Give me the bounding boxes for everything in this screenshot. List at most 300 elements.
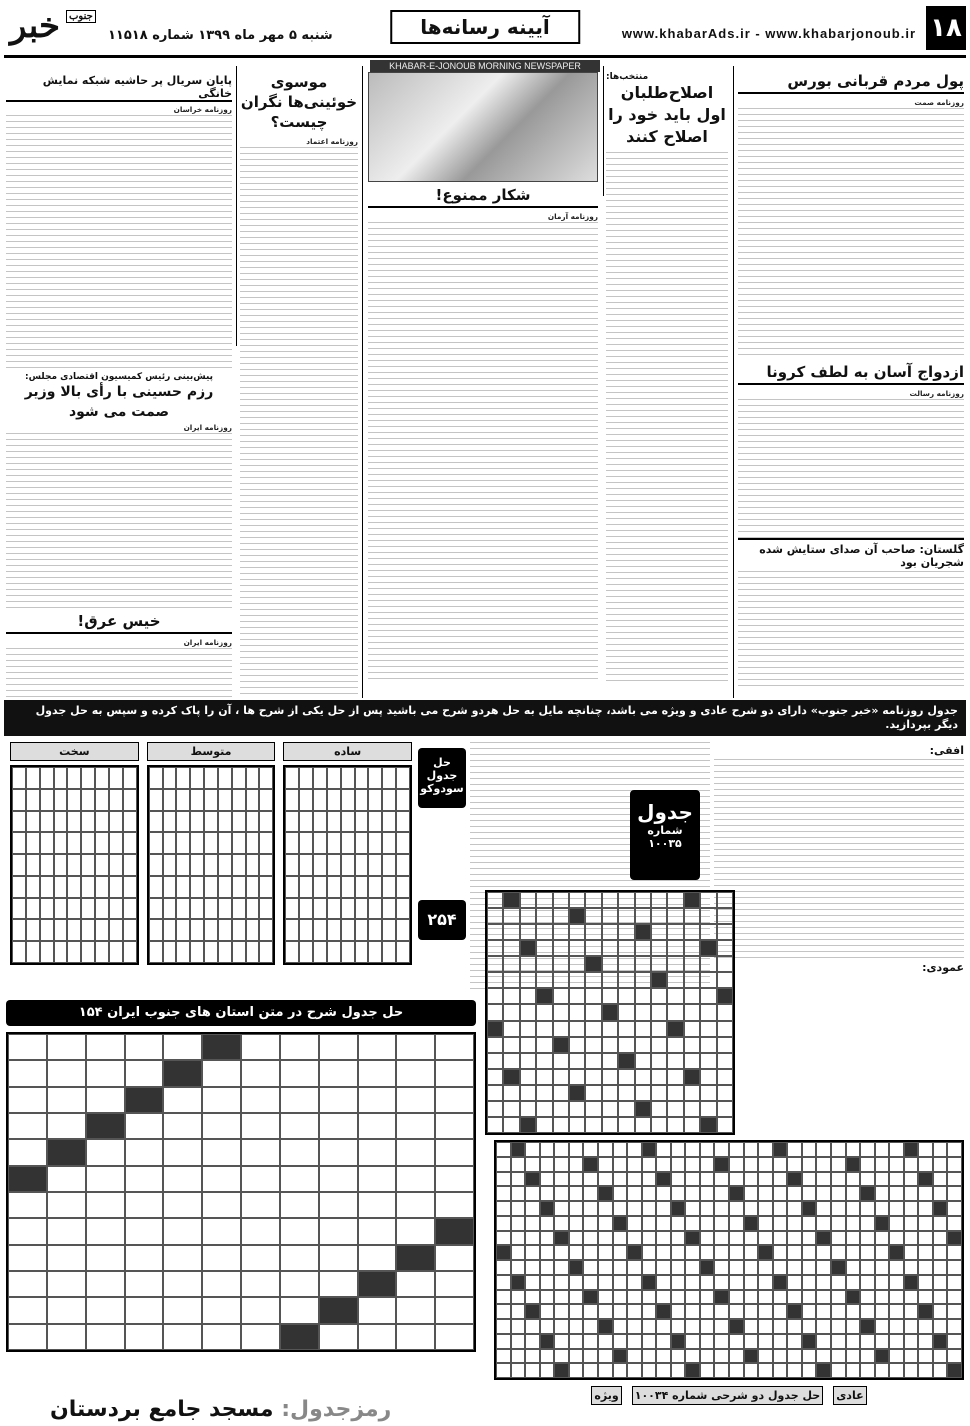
sudoku-cell[interactable] (26, 919, 40, 941)
sudoku-cell[interactable] (232, 767, 246, 789)
grid-cell[interactable] (635, 940, 651, 956)
sudoku-cell[interactable] (123, 898, 137, 920)
sudoku-cell[interactable] (327, 767, 341, 789)
grid-cell[interactable] (585, 1004, 601, 1020)
grid-cell[interactable] (536, 956, 552, 972)
sudoku-cell[interactable] (204, 919, 218, 941)
sudoku-cell[interactable] (109, 854, 123, 876)
grid-cell[interactable] (667, 924, 683, 940)
sudoku-cell[interactable] (109, 898, 123, 920)
sudoku-cell[interactable] (285, 854, 299, 876)
sudoku-cell[interactable] (259, 811, 273, 833)
sudoku-cell[interactable] (382, 854, 396, 876)
sudoku-cell[interactable] (396, 898, 410, 920)
sudoku-cell[interactable] (190, 919, 204, 941)
grid-cell[interactable] (700, 972, 716, 988)
grid-cell[interactable] (717, 924, 733, 940)
sudoku-cell[interactable] (95, 876, 109, 898)
sudoku-cell[interactable] (259, 876, 273, 898)
grid-cell[interactable] (717, 1101, 733, 1117)
sudoku-cell[interactable] (341, 854, 355, 876)
sudoku-cell[interactable] (232, 854, 246, 876)
sudoku-cell[interactable] (163, 919, 177, 941)
sudoku-cell[interactable] (218, 919, 232, 941)
grid-cell[interactable] (684, 1101, 700, 1117)
grid-cell[interactable] (602, 1037, 618, 1053)
sudoku-cell[interactable] (299, 876, 313, 898)
sudoku-cell[interactable] (123, 811, 137, 833)
sudoku-cell[interactable] (109, 832, 123, 854)
grid-cell[interactable] (717, 1069, 733, 1085)
sudoku-cell[interactable] (190, 941, 204, 963)
sudoku-cell[interactable] (109, 941, 123, 963)
sudoku-cell[interactable] (355, 789, 369, 811)
sudoku-cell[interactable] (149, 811, 163, 833)
grid-cell[interactable] (553, 972, 569, 988)
grid-cell[interactable] (651, 1117, 667, 1133)
sudoku-cell[interactable] (246, 789, 260, 811)
grid-cell[interactable] (651, 1101, 667, 1117)
sudoku-cell[interactable] (81, 811, 95, 833)
sudoku-cell[interactable] (40, 898, 54, 920)
grid-cell[interactable] (553, 908, 569, 924)
grid-cell[interactable] (553, 956, 569, 972)
grid-cell[interactable] (635, 908, 651, 924)
sudoku-cell[interactable] (12, 898, 26, 920)
grid-cell[interactable] (700, 1021, 716, 1037)
sudoku-cell[interactable] (285, 832, 299, 854)
crossword-grid[interactable] (485, 890, 735, 1135)
grid-cell[interactable] (503, 924, 519, 940)
grid-cell[interactable] (717, 940, 733, 956)
sudoku-cell[interactable] (285, 941, 299, 963)
grid-cell[interactable] (618, 972, 634, 988)
grid-cell[interactable] (602, 1053, 618, 1069)
grid-cell[interactable] (635, 1037, 651, 1053)
grid-cell[interactable] (651, 1037, 667, 1053)
sudoku-cell[interactable] (299, 854, 313, 876)
sudoku-cell[interactable] (176, 854, 190, 876)
grid-cell[interactable] (553, 1037, 569, 1053)
sudoku-cell[interactable] (176, 941, 190, 963)
grid-cell[interactable] (667, 1021, 683, 1037)
sudoku-cell[interactable] (259, 898, 273, 920)
grid-cell[interactable] (667, 1037, 683, 1053)
sudoku-cell[interactable] (67, 876, 81, 898)
sudoku-cell[interactable] (396, 941, 410, 963)
sudoku-cell[interactable] (109, 919, 123, 941)
grid-cell[interactable] (700, 956, 716, 972)
grid-cell[interactable] (667, 988, 683, 1004)
sudoku-cell[interactable] (382, 941, 396, 963)
sudoku-cell[interactable] (54, 898, 68, 920)
grid-cell[interactable] (503, 1004, 519, 1020)
grid-cell[interactable] (651, 1069, 667, 1085)
grid-cell[interactable] (585, 892, 601, 908)
grid-cell[interactable] (520, 1004, 536, 1020)
sudoku-cell[interactable] (246, 832, 260, 854)
sudoku-cell[interactable] (341, 811, 355, 833)
grid-cell[interactable] (618, 1085, 634, 1101)
grid-cell[interactable] (503, 1021, 519, 1037)
grid-cell[interactable] (651, 972, 667, 988)
sudoku-cell[interactable] (176, 876, 190, 898)
grid-cell[interactable] (487, 1069, 503, 1085)
sudoku-cell[interactable] (54, 789, 68, 811)
grid-cell[interactable] (635, 1085, 651, 1101)
sudoku-cell[interactable] (232, 811, 246, 833)
grid-cell[interactable] (651, 908, 667, 924)
grid-cell[interactable] (618, 892, 634, 908)
grid-cell[interactable] (536, 1021, 552, 1037)
grid-cell[interactable] (700, 940, 716, 956)
grid-cell[interactable] (503, 1053, 519, 1069)
grid-cell[interactable] (569, 1037, 585, 1053)
sudoku-cell[interactable] (40, 832, 54, 854)
sudoku-cell[interactable] (67, 898, 81, 920)
grid-cell[interactable] (700, 1053, 716, 1069)
grid-cell[interactable] (585, 908, 601, 924)
sudoku-cell[interactable] (341, 919, 355, 941)
sudoku-cell[interactable] (163, 767, 177, 789)
grid-cell[interactable] (667, 1004, 683, 1020)
grid-cell[interactable] (618, 1021, 634, 1037)
grid-cell[interactable] (569, 908, 585, 924)
grid-cell[interactable] (635, 1101, 651, 1117)
sudoku-cell[interactable] (176, 789, 190, 811)
grid-cell[interactable] (520, 988, 536, 1004)
sudoku-cell[interactable] (149, 832, 163, 854)
grid-cell[interactable] (520, 1069, 536, 1085)
sudoku-cell[interactable] (204, 876, 218, 898)
grid-cell[interactable] (585, 1037, 601, 1053)
grid-cell[interactable] (618, 940, 634, 956)
grid-cell[interactable] (569, 1069, 585, 1085)
grid-cell[interactable] (618, 1053, 634, 1069)
grid-cell[interactable] (569, 924, 585, 940)
grid-cell[interactable] (585, 1085, 601, 1101)
grid-cell[interactable] (602, 956, 618, 972)
sudoku-cell[interactable] (149, 876, 163, 898)
sudoku-cell[interactable] (54, 811, 68, 833)
grid-cell[interactable] (569, 972, 585, 988)
sudoku-cell[interactable] (54, 876, 68, 898)
sudoku-cell[interactable] (355, 919, 369, 941)
grid-cell[interactable] (602, 1117, 618, 1133)
grid-cell[interactable] (602, 924, 618, 940)
sudoku-cell[interactable] (382, 767, 396, 789)
grid-cell[interactable] (618, 1037, 634, 1053)
website-urls[interactable]: www.khabarAds.ir - www.khabarjonoub.ir (621, 26, 916, 41)
grid-cell[interactable] (520, 908, 536, 924)
sudoku-cell[interactable] (81, 898, 95, 920)
sudoku-cell[interactable] (382, 811, 396, 833)
grid-cell[interactable] (700, 1004, 716, 1020)
grid-cell[interactable] (553, 1053, 569, 1069)
sudoku-cell[interactable] (81, 854, 95, 876)
grid-cell[interactable] (503, 1101, 519, 1117)
grid-cell[interactable] (602, 972, 618, 988)
sudoku-cell[interactable] (218, 811, 232, 833)
grid-cell[interactable] (536, 924, 552, 940)
sudoku-cell[interactable] (204, 832, 218, 854)
sudoku-cell[interactable] (313, 898, 327, 920)
sudoku-cell[interactable] (40, 854, 54, 876)
grid-cell[interactable] (553, 1021, 569, 1037)
sudoku-cell[interactable] (163, 854, 177, 876)
sudoku-cell[interactable] (355, 832, 369, 854)
sudoku-cell[interactable] (368, 898, 382, 920)
grid-cell[interactable] (520, 892, 536, 908)
grid-cell[interactable] (602, 940, 618, 956)
grid-cell[interactable] (602, 1085, 618, 1101)
sudoku-cell[interactable] (396, 854, 410, 876)
sudoku-cell[interactable] (396, 832, 410, 854)
grid-cell[interactable] (717, 908, 733, 924)
grid-cell[interactable] (717, 1021, 733, 1037)
grid-cell[interactable] (635, 924, 651, 940)
sudoku-cell[interactable] (176, 832, 190, 854)
sudoku-cell[interactable] (54, 767, 68, 789)
grid-cell[interactable] (651, 1053, 667, 1069)
grid-cell[interactable] (503, 1117, 519, 1133)
grid-cell[interactable] (520, 1053, 536, 1069)
sudoku-cell[interactable] (355, 767, 369, 789)
grid-cell[interactable] (487, 892, 503, 908)
sudoku-cell[interactable] (190, 876, 204, 898)
sudoku-cell[interactable] (123, 876, 137, 898)
sudoku-cell[interactable] (218, 876, 232, 898)
sudoku-cell[interactable] (218, 789, 232, 811)
grid-cell[interactable] (536, 1037, 552, 1053)
sudoku-cell[interactable] (54, 941, 68, 963)
sudoku-cell[interactable] (299, 789, 313, 811)
grid-cell[interactable] (700, 1069, 716, 1085)
sudoku-cell[interactable] (299, 767, 313, 789)
grid-cell[interactable] (553, 988, 569, 1004)
grid-cell[interactable] (520, 924, 536, 940)
grid-cell[interactable] (520, 1101, 536, 1117)
grid-cell[interactable] (618, 908, 634, 924)
grid-cell[interactable] (503, 940, 519, 956)
grid-cell[interactable] (536, 1069, 552, 1085)
grid-cell[interactable] (667, 892, 683, 908)
grid-cell[interactable] (569, 940, 585, 956)
sudoku-cell[interactable] (368, 767, 382, 789)
sudoku-cell[interactable] (26, 854, 40, 876)
grid-cell[interactable] (651, 1085, 667, 1101)
sudoku-cell[interactable] (190, 789, 204, 811)
sudoku-cell[interactable] (355, 941, 369, 963)
grid-cell[interactable] (651, 1004, 667, 1020)
grid-cell[interactable] (700, 892, 716, 908)
sudoku-cell[interactable] (163, 941, 177, 963)
sudoku-cell[interactable] (327, 941, 341, 963)
grid-cell[interactable] (651, 956, 667, 972)
grid-cell[interactable] (684, 1021, 700, 1037)
sudoku-cell[interactable] (67, 832, 81, 854)
grid-cell[interactable] (602, 1069, 618, 1085)
grid-cell[interactable] (618, 988, 634, 1004)
grid-cell[interactable] (487, 1021, 503, 1037)
grid-cell[interactable] (667, 1101, 683, 1117)
grid-cell[interactable] (618, 956, 634, 972)
sudoku-cell[interactable] (123, 767, 137, 789)
grid-cell[interactable] (536, 988, 552, 1004)
sudoku-cell[interactable] (149, 919, 163, 941)
grid-cell[interactable] (684, 1037, 700, 1053)
sudoku-cell[interactable] (12, 919, 26, 941)
sudoku-cell[interactable] (40, 919, 54, 941)
grid-cell[interactable] (585, 988, 601, 1004)
grid-cell[interactable] (585, 1117, 601, 1133)
sudoku-cell[interactable] (355, 811, 369, 833)
sudoku-cell[interactable] (341, 789, 355, 811)
grid-cell[interactable] (569, 956, 585, 972)
sudoku-cell[interactable] (382, 789, 396, 811)
sudoku-cell[interactable] (204, 854, 218, 876)
grid-cell[interactable] (536, 1117, 552, 1133)
sudoku-cell[interactable] (313, 767, 327, 789)
sudoku-cell[interactable] (67, 767, 81, 789)
sudoku-cell[interactable] (341, 876, 355, 898)
sudoku-cell[interactable] (149, 767, 163, 789)
sudoku-cell[interactable] (40, 789, 54, 811)
sudoku-cell[interactable] (12, 811, 26, 833)
grid-cell[interactable] (553, 1117, 569, 1133)
grid-cell[interactable] (684, 924, 700, 940)
grid-cell[interactable] (635, 1004, 651, 1020)
grid-cell[interactable] (635, 892, 651, 908)
grid-cell[interactable] (717, 1053, 733, 1069)
grid-cell[interactable] (487, 924, 503, 940)
grid-cell[interactable] (569, 892, 585, 908)
grid-cell[interactable] (700, 1101, 716, 1117)
sudoku-cell[interactable] (299, 811, 313, 833)
grid-cell[interactable] (585, 956, 601, 972)
grid-cell[interactable] (487, 1053, 503, 1069)
grid-cell[interactable] (635, 1053, 651, 1069)
grid-cell[interactable] (667, 908, 683, 924)
sudoku-cell[interactable] (190, 898, 204, 920)
grid-cell[interactable] (684, 972, 700, 988)
grid-cell[interactable] (717, 892, 733, 908)
grid-cell[interactable] (602, 1004, 618, 1020)
sudoku-cell[interactable] (246, 767, 260, 789)
sudoku-cell[interactable] (218, 898, 232, 920)
sudoku-cell[interactable] (299, 832, 313, 854)
sudoku-cell[interactable] (54, 832, 68, 854)
sudoku-cell[interactable] (285, 767, 299, 789)
grid-cell[interactable] (700, 1037, 716, 1053)
grid-cell[interactable] (602, 1021, 618, 1037)
grid-cell[interactable] (717, 972, 733, 988)
grid-cell[interactable] (536, 1101, 552, 1117)
grid-cell[interactable] (618, 1069, 634, 1085)
sudoku-cell[interactable] (176, 919, 190, 941)
grid-cell[interactable] (553, 1004, 569, 1020)
sudoku-cell[interactable] (12, 941, 26, 963)
sudoku-cell[interactable] (204, 898, 218, 920)
grid-cell[interactable] (618, 924, 634, 940)
grid-cell[interactable] (618, 1004, 634, 1020)
sudoku-cell[interactable] (12, 876, 26, 898)
sudoku-cell[interactable] (123, 832, 137, 854)
grid-cell[interactable] (635, 1069, 651, 1085)
sudoku-cell[interactable] (246, 898, 260, 920)
sudoku-cell[interactable] (109, 789, 123, 811)
sudoku-cell[interactable] (95, 767, 109, 789)
sudoku-cell[interactable] (396, 767, 410, 789)
grid-cell[interactable] (553, 1101, 569, 1117)
sudoku-cell[interactable] (95, 832, 109, 854)
grid-cell[interactable] (536, 1004, 552, 1020)
grid-cell[interactable] (585, 1069, 601, 1085)
sudoku-cell[interactable] (190, 767, 204, 789)
grid-cell[interactable] (536, 908, 552, 924)
sudoku-cell[interactable] (246, 876, 260, 898)
sudoku-cell[interactable] (285, 898, 299, 920)
grid-cell[interactable] (585, 1021, 601, 1037)
grid-cell[interactable] (602, 892, 618, 908)
sudoku-cell[interactable] (313, 811, 327, 833)
sudoku-cell[interactable] (218, 941, 232, 963)
grid-cell[interactable] (602, 1101, 618, 1117)
sudoku-cell[interactable] (123, 941, 137, 963)
sudoku-cell[interactable] (313, 919, 327, 941)
sudoku-cell[interactable] (163, 832, 177, 854)
sudoku-cell[interactable] (26, 876, 40, 898)
sudoku-cell[interactable] (81, 941, 95, 963)
sudoku-cell[interactable] (368, 854, 382, 876)
grid-cell[interactable] (684, 1085, 700, 1101)
sudoku-cell[interactable] (67, 919, 81, 941)
sudoku-cell[interactable] (67, 854, 81, 876)
sudoku-cell[interactable] (368, 941, 382, 963)
sudoku-cell[interactable] (204, 789, 218, 811)
grid-cell[interactable] (717, 1037, 733, 1053)
sudoku-cell[interactable] (396, 811, 410, 833)
grid-cell[interactable] (651, 988, 667, 1004)
sudoku-cell[interactable] (382, 898, 396, 920)
sudoku-cell[interactable] (54, 854, 68, 876)
sudoku-cell[interactable] (54, 919, 68, 941)
grid-cell[interactable] (503, 956, 519, 972)
grid-cell[interactable] (520, 940, 536, 956)
grid-cell[interactable] (684, 956, 700, 972)
grid-cell[interactable] (487, 956, 503, 972)
sudoku-cell[interactable] (382, 876, 396, 898)
sudoku-cell[interactable] (299, 919, 313, 941)
sudoku-cell[interactable] (232, 789, 246, 811)
sudoku-cell[interactable] (299, 941, 313, 963)
grid-cell[interactable] (635, 972, 651, 988)
grid-cell[interactable] (700, 908, 716, 924)
sudoku-cell[interactable] (246, 941, 260, 963)
grid-cell[interactable] (487, 940, 503, 956)
grid-cell[interactable] (553, 892, 569, 908)
sudoku-cell[interactable] (232, 832, 246, 854)
sudoku-cell[interactable] (368, 919, 382, 941)
sudoku-cell[interactable] (341, 941, 355, 963)
grid-cell[interactable] (700, 1117, 716, 1133)
sudoku-cell[interactable] (95, 811, 109, 833)
sudoku-cell[interactable] (26, 767, 40, 789)
grid-cell[interactable] (651, 892, 667, 908)
sudoku-cell[interactable] (67, 941, 81, 963)
grid-cell[interactable] (569, 1101, 585, 1117)
sudoku-cell[interactable] (176, 898, 190, 920)
